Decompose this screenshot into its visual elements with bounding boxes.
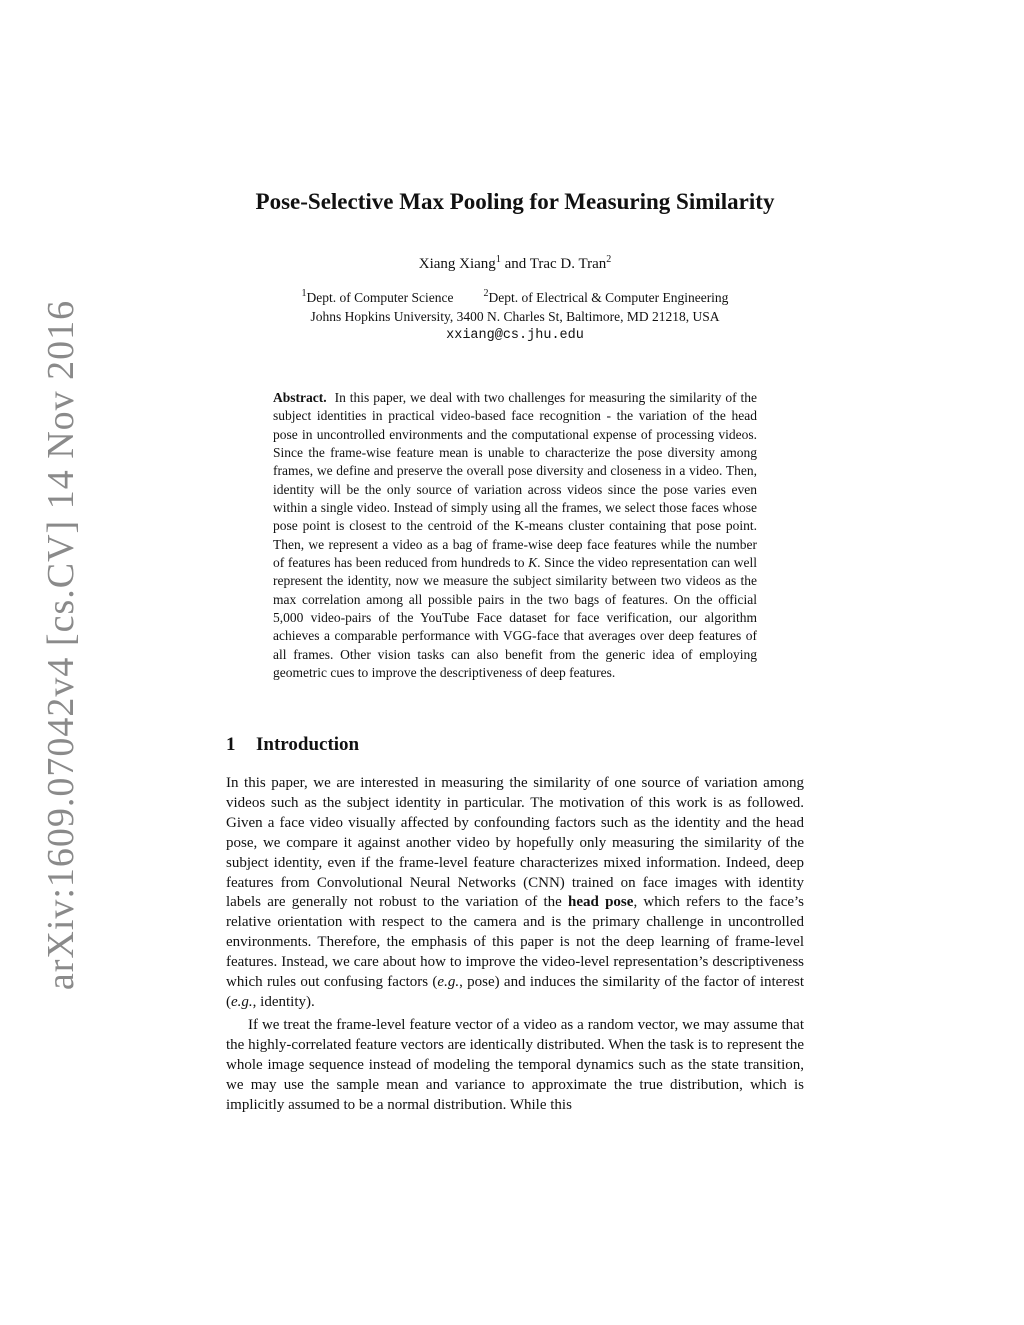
department-name: Dept. of Computer Science — [306, 290, 454, 305]
affiliation-mark: 1 — [301, 288, 307, 299]
abbreviation: e.g. — [231, 993, 253, 1010]
emphasis-text: head pose — [568, 894, 634, 911]
affiliation-mark: 2 — [483, 288, 489, 299]
author-name: Xiang Xiang — [418, 256, 496, 272]
affiliations — [226, 288, 804, 345]
author-affiliation-mark: 2 — [606, 254, 612, 265]
abstract-text: In this paper, we deal with two challenges for measuring the similarity of the subject identities in practical video-based face recognition - the variation of the head pose in uncontrolled environments and the computational expense of processing videos. Since the frame-wise feature mean is unable to characterize the pose diversity among frames, we define and preserve the overall pose diversity and closeness in a video. Then, identity will be the only source of variation across videos since the pose varies even within a single video. Instead of simply using all the frames, we select those faces whose pose point is closest to the centroid of the K-means cluster containing that pose point. Then, we represent a video as a bag of frame-wise deep face features while the number of features has been reduced from hundreds to — [273, 390, 758, 571]
author-affiliation-mark: 1 — [495, 254, 501, 265]
abstract-text: . Since the video representation can well represent the identity, now we measure the subject similarity between two videos as the max correlation among all possible pairs in the two bags of features. On the official 5,000 video-pairs of the YouTube Face dataset for face verification, our algorithm achieves a comparable performance with VGG-face that averages over deep features of all frames. Other vision tasks can also benefit from the generic idea of employing geometric cues to improve the descriptiveness of deep features. — [273, 555, 757, 681]
affiliation-departments — [226, 288, 804, 307]
paragraph-text: , pose) and induces the similarity of the factor of interest ( — [226, 974, 804, 1010]
abstract — [273, 389, 757, 683]
section-heading — [226, 733, 359, 757]
department-name: Dept. of Electrical & Computer Engineering — [488, 290, 729, 305]
math-symbol: K — [528, 555, 538, 571]
abstract-label: Abstract. — [273, 390, 327, 405]
arxiv-identifier: arXiv:1609.07042v4 [cs.CV] 14 Nov 2016 — [40, 299, 82, 991]
author-name: Trac D. Tran — [529, 256, 607, 272]
author-conjunction: and — [504, 256, 527, 272]
section-number: 1 — [226, 734, 236, 755]
institution-address: Johns Hopkins University, 3400 N. Charles St, Baltimore, MD 21218, USA — [310, 309, 720, 324]
paragraph-text: , which refers to the face’s relative orientation with respect to the camera and is the primary challenge in uncontrolled environments. Therefore, the emphasis of this paper is not the deep learning of frame-level features. Instead, we care about how to improve the video-level representation’s descriptiveness which rules out confusing factors ( — [226, 894, 805, 991]
abbreviation: e.g. — [437, 974, 460, 991]
body-paragraph: If we treat the frame-level feature vector of a video as a random vector, we may assume that the highly-correlated feature vectors are identically distributed. When the task is to represent the whole image sequence instead of modeling the temporal dynamics such as the state transition, we may use the sample mean and variance to approximate the true distribution, which is implicitly assumed to be a normal distribution. While this — [226, 1017, 804, 1113]
paragraph-text: , identity). — [252, 993, 315, 1010]
contact-email: xxiang@cs.jhu.edu — [446, 328, 584, 343]
author-list — [226, 253, 804, 275]
body-paragraph — [226, 774, 804, 1013]
paper-title: Pose-Selective Max Pooling for Measuring Similarity — [255, 189, 775, 214]
paragraph-text: In this paper, we are interested in measuring the similarity of one source of variation among videos such as the subject identity in particular. The motivation of this work is as followed. Given a face video visually affected by confounding factors such as the identity and the head pose, we compare it against another video by hopefully only measuring the similarity of the subject identity, even if the frame-level feature characterizes mixed information. Indeed, deep features from Convolutional Neural Networks (CNN) trained on face images with identity labels are generally not robust to the variation of the — [226, 775, 804, 911]
section-title: Introduction — [256, 734, 360, 755]
